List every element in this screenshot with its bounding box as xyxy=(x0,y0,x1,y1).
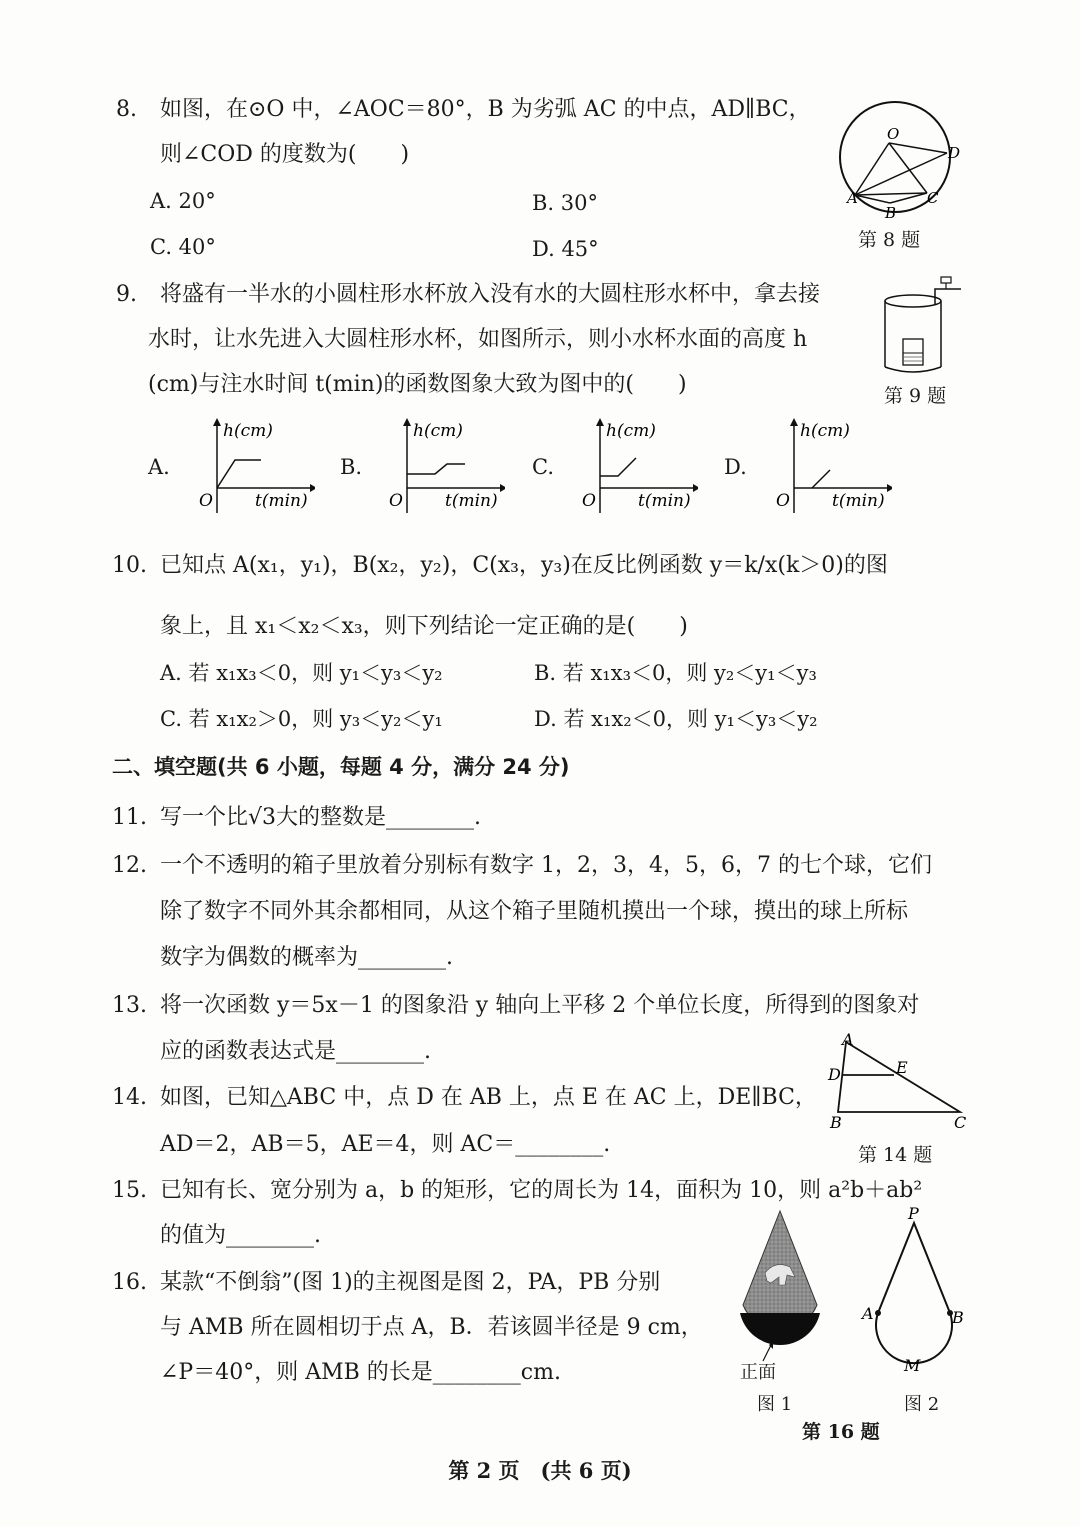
q14-label-b: B xyxy=(830,1113,842,1132)
q14-caption: 第 14 题 xyxy=(858,1144,933,1166)
q14-label-e: E xyxy=(896,1058,908,1077)
q14-label-a: A xyxy=(842,1030,854,1049)
q9-line3: (cm)与注水时间 t(min)的函数图象大致为图中的( ) xyxy=(148,372,687,397)
q10-line2: 象上，且 x₁＜x₂＜x₃，则下列结论一定正确的是( ) xyxy=(160,614,688,639)
q9-graph-b xyxy=(375,418,505,518)
q10-option-b: B. 若 x₁x₃＜0，则 y₂＜y₁＜y₃ xyxy=(534,661,817,685)
q9-d-origin: O xyxy=(776,491,790,511)
q9-line2: 水时，让水先进入大圆柱形水杯，如图所示，则小水杯水面的高度 h xyxy=(148,327,808,352)
q16-label-m: M xyxy=(904,1356,921,1375)
q8-label-c: C xyxy=(927,189,939,207)
q9-b-yaxis-label: h(cm) xyxy=(413,421,463,441)
q9-c-xaxis-label: t(min) xyxy=(638,491,691,511)
q9-graph-label-c: C. xyxy=(532,455,554,479)
page-footer: 第 2 页 (共 6 页) xyxy=(448,1458,632,1483)
q16-tumbler-image xyxy=(735,1205,825,1380)
q8-label-a: A xyxy=(847,189,858,207)
q9-caption: 第 9 题 xyxy=(884,385,947,407)
q16-fig2-caption: 图 2 xyxy=(904,1394,940,1415)
q14-line1: 14. 如图，已知△ABC 中，点 D 在 AB 上，点 E 在 AC 上，DE∥BC， xyxy=(112,1085,817,1110)
q14-label-d: D xyxy=(828,1065,841,1084)
q8-line2: 则∠COD 的度数为( ) xyxy=(160,142,410,167)
q16-label-p: P xyxy=(908,1205,919,1223)
q8-option-c: C. 40° xyxy=(150,235,216,259)
q9-a-xaxis-label: t(min) xyxy=(255,491,308,511)
q10-option-c: C. 若 x₁x₂＞0，则 y₃＜y₂＜y₁ xyxy=(160,707,443,731)
q8-option-d: D. 45° xyxy=(532,237,599,261)
q16-label-a: A xyxy=(862,1304,874,1323)
q10-line1: 10. 已知点 A(x₁，y₁)，B(x₂，y₂)，C(x₃，y₃)在反比例函数 y＝k/x(k＞0)的图 xyxy=(112,553,888,578)
q10-option-d: D. 若 x₁x₂＜0，则 y₁＜y₃＜y₂ xyxy=(534,707,818,731)
q9-d-xaxis-label: t(min) xyxy=(832,491,885,511)
q8-label-d: D xyxy=(948,144,961,162)
q16-line3: ∠P＝40°，则 AMB 的长是________cm. xyxy=(160,1360,561,1385)
q9-cup-figure xyxy=(875,265,970,380)
q9-graph-c xyxy=(568,418,698,518)
q10-option-a: A. 若 x₁x₃＜0，则 y₁＜y₃＜y₂ xyxy=(160,661,443,685)
q9-line1: 9. 将盛有一半水的小圆柱形水杯放入没有水的大圆柱形水杯中，拿去接 xyxy=(116,282,821,307)
q14-triangle-figure xyxy=(822,1030,972,1135)
q8-option-b: B. 30° xyxy=(532,191,599,215)
q9-graph-a xyxy=(185,418,315,518)
q9-graph-label-b: B. xyxy=(340,455,363,479)
q9-a-origin: O xyxy=(199,491,213,511)
section-2-heading: 二、填空题(共 6 小题，每题 4 分，满分 24 分) xyxy=(112,755,570,779)
q8-label-b: B xyxy=(885,204,897,222)
q16-label-b: B xyxy=(952,1308,964,1327)
q8-label-o: O xyxy=(887,125,900,143)
q16-fig1-caption: 图 1 xyxy=(757,1394,793,1415)
q8-circle-figure xyxy=(835,95,975,225)
q12-line2: 除了数字不同外其余都相同，从这个箱子里随机摸出一个球，摸出的球上所标 xyxy=(160,899,909,924)
q9-b-origin: O xyxy=(389,491,403,511)
q16-tangent-figure xyxy=(858,1205,968,1385)
q14-label-c: C xyxy=(954,1113,967,1132)
q16-fig1-front-label: 正面 xyxy=(740,1362,776,1383)
q9-c-origin: O xyxy=(582,491,596,511)
q9-c-yaxis-label: h(cm) xyxy=(606,421,656,441)
q9-a-yaxis-label: h(cm) xyxy=(223,421,273,441)
q8-caption: 第 8 题 xyxy=(858,229,921,251)
q9-graph-label-a: A. xyxy=(148,455,170,479)
q8-option-a: A. 20° xyxy=(150,189,216,213)
q14-line2: AD＝2，AB＝5，AE＝4，则 AC＝________. xyxy=(160,1132,611,1157)
q16-caption: 第 16 题 xyxy=(802,1421,880,1443)
q9-d-yaxis-label: h(cm) xyxy=(800,421,850,441)
q13-line1: 13. 将一次函数 y＝5x－1 的图象沿 y 轴向上平移 2 个单位长度，所得到的图象对 xyxy=(112,993,920,1018)
q12-line1: 12. 一个不透明的箱子里放着分别标有数字 1，2，3，4，5，6，7 的七个球，它们 xyxy=(112,853,932,878)
q9-graph-label-d: D. xyxy=(724,455,747,479)
q11-line1: 11. 写一个比√3大的整数是________. xyxy=(112,805,482,830)
q12-line3: 数字为偶数的概率为________. xyxy=(160,945,453,970)
q8-line1: 8. 如图，在⊙O 中，∠AOC＝80°，B 为劣弧 AC 的中点，AD∥BC， xyxy=(116,97,811,122)
q15-line1: 15. 已知有长、宽分别为 a，b 的矩形，它的周长为 14，面积为 10，则 a²b＋ab² xyxy=(112,1178,923,1203)
q13-line2: 应的函数表达式是________. xyxy=(160,1039,431,1064)
q16-line2: 与 AMB 所在圆相切于点 A，B．若该圆半径是 9 cm， xyxy=(160,1315,703,1340)
q16-line1: 16. 某款“不倒翁”(图 1)的主视图是图 2，PA，PB 分别 xyxy=(112,1270,661,1295)
q15-line2: 的值为________. xyxy=(160,1223,321,1248)
q9-b-xaxis-label: t(min) xyxy=(445,491,498,511)
q9-graph-d xyxy=(762,418,892,518)
